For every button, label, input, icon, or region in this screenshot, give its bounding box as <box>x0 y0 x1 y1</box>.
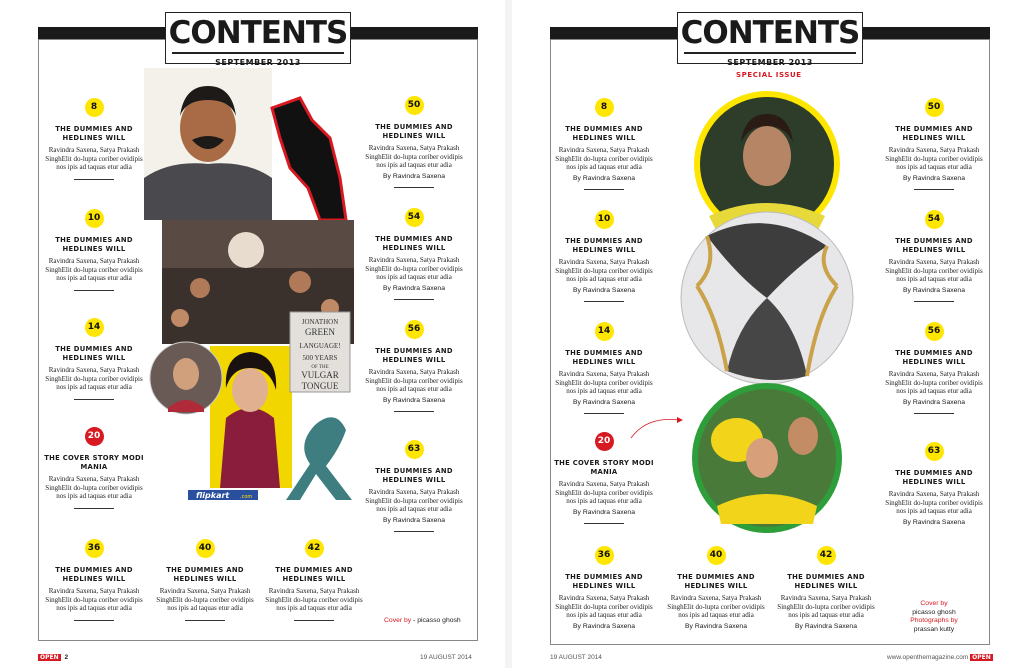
entry-body: Ravindra Saxena, Satya Prakash SinghElit do-lupta coriber ovidipis nos ipis ad taquas etur adia <box>45 257 143 283</box>
divider <box>74 399 114 400</box>
entry-body: Ravindra Saxena, Satya Prakash SinghElit do-lupta coriber ovidipis nos ipis ad taquas etur adia <box>885 258 983 284</box>
header-rule-right <box>860 27 990 39</box>
entry-body: Ravindra Saxena, Satya Prakash SinghElit do-lupta coriber ovidipis nos ipis ad taquas etur adia <box>667 594 765 620</box>
entry-body: Ravindra Saxena, Satya Prakash SinghElit do-lupta coriber ovidipis nos ipis ad taquas etur adia <box>156 587 254 613</box>
entry-body: Ravindra Saxena, Satya Prakash SinghElit do-lupta coriber ovidipis nos ipis ad taquas etur adia <box>45 475 143 501</box>
entry-byline: By Ravindra Saxena <box>573 622 635 630</box>
page-number-badge: 10 <box>595 210 614 229</box>
footer-right <box>887 654 993 661</box>
divider <box>914 189 954 190</box>
left-page <box>0 0 505 668</box>
divider <box>394 531 434 532</box>
entry-headline: THE DUMMIES AND HEDLINES WILL <box>565 125 643 142</box>
toc-entry[interactable] <box>882 98 986 190</box>
entry-byline: By Ravindra Saxena <box>383 172 445 180</box>
masthead-divider <box>684 52 856 54</box>
page-number-badge: 54 <box>405 208 424 227</box>
entry-headline: THE DUMMIES AND HEDLINES WILL <box>565 573 643 590</box>
page-title: CONTENTS <box>680 15 860 51</box>
toc-entry[interactable] <box>42 209 146 291</box>
footer-date: 19 AUGUST 2014 <box>550 654 602 661</box>
cover-credit-label: Cover by <box>384 617 412 624</box>
entry-byline: By Ravindra Saxena <box>685 622 747 630</box>
page-number-badge: 56 <box>925 322 944 341</box>
horse-statue-silhouette <box>272 98 346 220</box>
entry-body: Ravindra Saxena, Satya Prakash SinghElit do-lupta coriber ovidipis nos ipis ad taquas etur adia <box>365 256 463 282</box>
page-number-badge: 8 <box>85 98 104 117</box>
page-title: CONTENTS <box>168 15 348 51</box>
toc-entry[interactable] <box>882 442 986 526</box>
entry-headline: THE DUMMIES AND HEDLINES WILL <box>677 573 755 590</box>
entry-headline: THE DUMMIES AND HEDLINES WILL <box>375 467 453 484</box>
spread-gutter <box>505 0 512 668</box>
page-number-badge: 40 <box>196 539 215 558</box>
flipkart-text: flipkart <box>196 491 230 500</box>
entry-body: Ravindra Saxena, Satya Prakash SinghElit do-lupta coriber ovidipis nos ipis ad taquas etur adia <box>555 594 653 620</box>
entry-byline: By Ravindra Saxena <box>573 286 635 294</box>
woman-dress <box>220 408 280 488</box>
entry-body: Ravindra Saxena, Satya Prakash SinghElit do-lupta coriber ovidipis nos ipis ad taquas etur adia <box>365 368 463 394</box>
entry-body: Ravindra Saxena, Satya Prakash SinghElit do-lupta coriber ovidipis nos ipis ad taquas etur adia <box>777 594 875 620</box>
entry-body: Ravindra Saxena, Satya Prakash SinghElit do-lupta coriber ovidipis nos ipis ad taquas etur adia <box>45 587 143 613</box>
toc-entry[interactable] <box>774 546 878 630</box>
entry-headline: THE COVER STORY MODI MANIA <box>554 459 654 476</box>
divider <box>914 301 954 302</box>
entry-headline: THE DUMMIES AND HEDLINES WILL <box>375 235 453 252</box>
entry-body: Ravindra Saxena, Satya Prakash SinghElit do-lupta coriber ovidipis nos ipis ad taquas etur adia <box>885 146 983 172</box>
header-rule-left <box>550 27 680 39</box>
entry-headline: THE DUMMIES AND HEDLINES WILL <box>275 566 353 583</box>
header-rule-right <box>348 27 478 39</box>
book-text: JONATHON <box>301 318 339 326</box>
toc-entry[interactable] <box>153 539 257 621</box>
page-number-badge: 36 <box>595 546 614 565</box>
entry-byline: By Ravindra Saxena <box>903 398 965 406</box>
page-number-badge: 54 <box>925 210 944 229</box>
page-number-badge: 10 <box>85 209 104 228</box>
toc-entry[interactable] <box>262 539 366 621</box>
circle-stack-art <box>617 86 877 536</box>
entry-headline: THE DUMMIES AND HEDLINES WILL <box>55 566 133 583</box>
entry-byline: By Ravindra Saxena <box>383 516 445 524</box>
page-number-badge: 20 <box>85 427 104 446</box>
player-face <box>743 126 791 186</box>
divider <box>914 413 954 414</box>
portrait-jacket <box>144 163 272 220</box>
header-rule-left <box>38 27 168 39</box>
photo-collage <box>140 68 362 500</box>
entry-headline: THE DUMMIES AND HEDLINES WILL <box>787 573 865 590</box>
toc-entry[interactable] <box>42 427 146 509</box>
entry-body: Ravindra Saxena, Satya Prakash SinghElit do-lupta coriber ovidipis nos ipis ad taquas etur adia <box>555 146 653 172</box>
entry-headline: THE DUMMIES AND HEDLINES WILL <box>565 237 643 254</box>
entry-body: Ravindra Saxena, Satya Prakash SinghElit do-lupta coriber ovidipis nos ipis ad taquas etur adia <box>555 480 653 506</box>
divider <box>394 411 434 412</box>
toc-entry[interactable] <box>362 208 466 300</box>
masthead <box>677 12 863 67</box>
entry-headline: THE DUMMIES AND HEDLINES WILL <box>375 123 453 140</box>
entry-byline: By Ravindra Saxena <box>903 286 965 294</box>
masthead <box>165 12 351 67</box>
cover-credit <box>384 617 461 626</box>
book-text: VULGAR <box>301 370 339 380</box>
divider <box>185 620 225 621</box>
entry-body: Ravindra Saxena, Satya Prakash SinghElit do-lupta coriber ovidipis nos ipis ad taquas etur adia <box>45 366 143 392</box>
fan-face <box>746 438 778 478</box>
page-number-badge: 40 <box>707 546 726 565</box>
toc-entry[interactable] <box>664 546 768 630</box>
toc-entry[interactable] <box>42 539 146 621</box>
divider <box>74 290 114 291</box>
divider <box>74 508 114 509</box>
right-page <box>512 0 1017 668</box>
entry-byline: By Ravindra Saxena <box>573 398 635 406</box>
page-number-badge: 14 <box>85 318 104 337</box>
book-text: 500 YEARS <box>302 354 338 362</box>
photo-credit-label: Photographs by <box>910 617 958 624</box>
entry-headline: THE DUMMIES AND HEDLINES WILL <box>895 237 973 254</box>
entry-body: Ravindra Saxena, Satya Prakash SinghElit do-lupta coriber ovidipis nos ipis ad taquas etur adia <box>555 370 653 396</box>
open-logo: OPEN <box>40 654 59 661</box>
page-number-badge: 63 <box>405 440 424 459</box>
entry-headline: THE DUMMIES AND HEDLINES WILL <box>895 349 973 366</box>
entry-body: Ravindra Saxena, Satya Prakash SinghElit do-lupta coriber ovidipis nos ipis ad taquas etur adia <box>265 587 363 613</box>
entry-headline: THE DUMMIES AND HEDLINES WILL <box>895 469 973 486</box>
fan-face <box>788 417 818 455</box>
cover-credit-label: Cover by <box>920 600 948 607</box>
entry-byline: By Ravindra Saxena <box>383 284 445 292</box>
toc-entry[interactable] <box>362 320 466 412</box>
issue-date: SEPTEMBER 2013 <box>215 57 301 67</box>
footer-left <box>38 654 68 661</box>
entry-headline: THE DUMMIES AND HEDLINES WILL <box>565 349 643 366</box>
page-number-badge: 20 <box>595 432 614 451</box>
book-text: OF THE <box>311 365 329 370</box>
issue-date: SEPTEMBER 2013 <box>727 57 813 67</box>
photo-credits <box>892 600 976 634</box>
book-text: TONGUE <box>301 381 339 391</box>
entry-body: Ravindra Saxena, Satya Prakash SinghElit do-lupta coriber ovidipis nos ipis ad taquas etur adia <box>555 258 653 284</box>
entry-body: Ravindra Saxena, Satya Prakash SinghElit do-lupta coriber ovidipis nos ipis ad taquas etur adia <box>885 370 983 396</box>
entry-body: Ravindra Saxena, Satya Prakash SinghElit do-lupta coriber ovidipis nos ipis ad taquas etur adia <box>885 490 983 516</box>
footer-date: 19 AUGUST 2014 <box>420 654 472 661</box>
toc-entry[interactable] <box>882 322 986 414</box>
entry-byline: By Ravindra Saxena <box>903 174 965 182</box>
toc-entry[interactable] <box>362 96 466 188</box>
divider <box>394 187 434 188</box>
mask-face <box>228 232 264 268</box>
entry-byline: By Ravindra Saxena <box>573 508 635 516</box>
awareness-ribbon <box>286 417 352 500</box>
page-number-badge: 14 <box>595 322 614 341</box>
entry-body: Ravindra Saxena, Satya Prakash SinghElit do-lupta coriber ovidipis nos ipis ad taquas etur adia <box>365 144 463 170</box>
toc-entry[interactable] <box>42 318 146 400</box>
flipkart-domain: .com <box>240 494 253 500</box>
entry-body: Ravindra Saxena, Satya Prakash SinghElit do-lupta coriber ovidipis nos ipis ad taquas etur adia <box>45 146 143 172</box>
entry-byline: By Ravindra Saxena <box>383 396 445 404</box>
masthead-divider <box>172 52 344 54</box>
cover-credit-name: picasso ghosh <box>912 608 956 616</box>
divider <box>394 299 434 300</box>
page-number-badge: 50 <box>925 98 944 117</box>
page-number-badge: 56 <box>405 320 424 339</box>
woman-face <box>232 368 268 412</box>
divider <box>74 179 114 180</box>
cover-credit-name: - picasso ghosh <box>411 617 461 624</box>
entry-headline: THE DUMMIES AND HEDLINES WILL <box>895 125 973 142</box>
entry-headline: THE DUMMIES AND HEDLINES WILL <box>375 347 453 364</box>
entry-byline: By Ravindra Saxena <box>795 622 857 630</box>
entry-headline: THE DUMMIES AND HEDLINES WILL <box>166 566 244 583</box>
photo-credit-name: prassan kutty <box>913 625 955 633</box>
entry-byline: By Ravindra Saxena <box>573 174 635 182</box>
page-number-badge: 8 <box>595 98 614 117</box>
entry-headline: THE DUMMIES AND HEDLINES WILL <box>55 236 133 253</box>
toc-entry[interactable] <box>882 210 986 302</box>
open-logo: OPEN <box>972 654 991 661</box>
page-number-badge: 42 <box>305 539 324 558</box>
toc-entry[interactable] <box>42 98 146 180</box>
book-text: LANGUAGE! <box>299 342 341 350</box>
divider <box>74 620 114 621</box>
arrow-icon <box>631 419 679 438</box>
page-number-badge: 63 <box>925 442 944 461</box>
entry-byline: By Ravindra Saxena <box>903 518 965 526</box>
entry-headline: THE COVER STORY MODI MANIA <box>44 454 144 471</box>
special-issue-label: SPECIAL ISSUE <box>736 71 802 79</box>
toc-entry[interactable] <box>552 546 656 630</box>
toc-entry[interactable] <box>362 440 466 532</box>
entry-body: Ravindra Saxena, Satya Prakash SinghElit do-lupta coriber ovidipis nos ipis ad taquas etur adia <box>365 488 463 514</box>
entry-headline: THE DUMMIES AND HEDLINES WILL <box>55 125 133 142</box>
page-number-badge: 36 <box>85 539 104 558</box>
site-url[interactable]: www.openthemagazine.com <box>887 654 969 662</box>
entry-headline: THE DUMMIES AND HEDLINES WILL <box>55 345 133 362</box>
divider <box>294 620 334 621</box>
book-text: GREEN <box>305 327 335 337</box>
page-number-badge: 42 <box>817 546 836 565</box>
page-number-badge: 50 <box>405 96 424 115</box>
folio: 2 <box>64 654 69 662</box>
